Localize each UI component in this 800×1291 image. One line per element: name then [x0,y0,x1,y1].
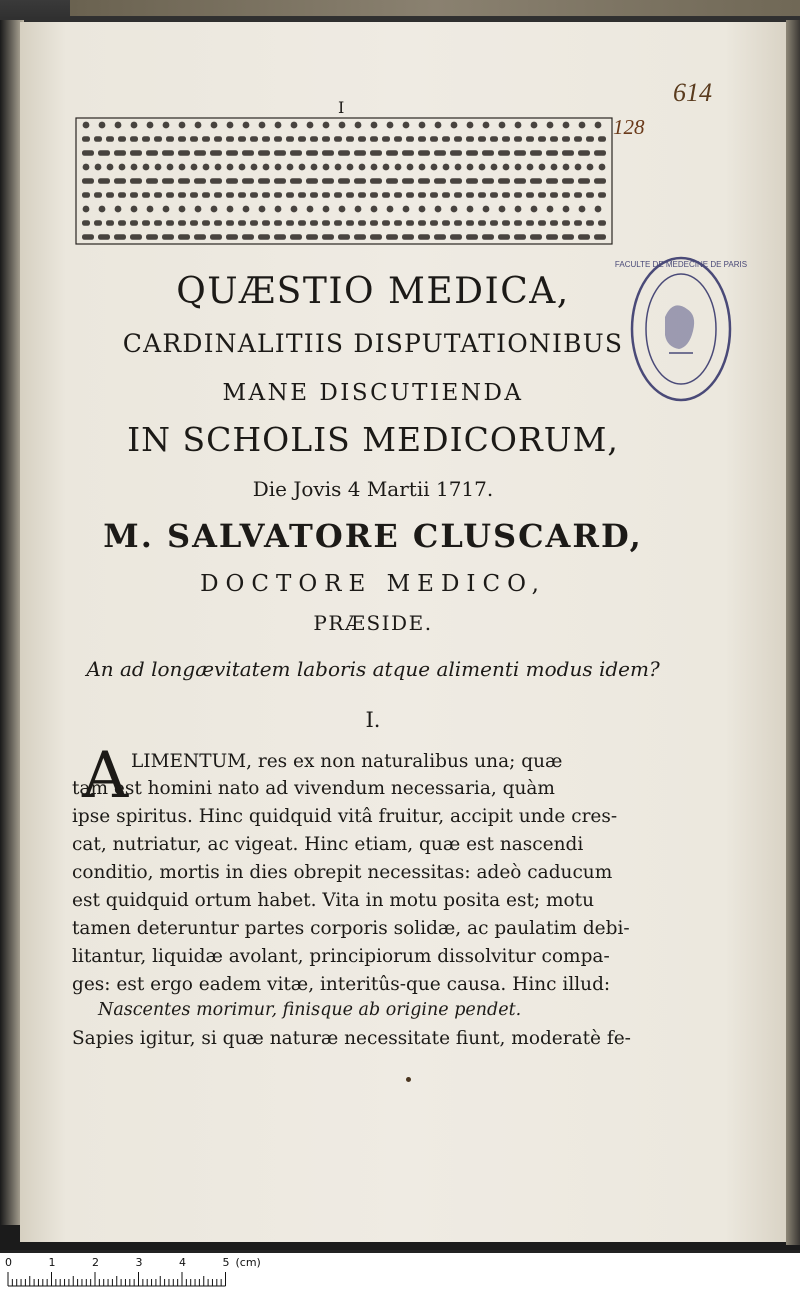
title-line-1: QUÆSTIO MEDICA, [176,271,570,312]
ruler-label: 5 [222,1256,230,1269]
book-cover [70,0,800,16]
page-signature: I [338,98,345,117]
ruler-label: 0 [5,1256,12,1269]
body-line: ges: est ergo eadem vitæ, interitûs-que causa. Hinc illud: [72,974,611,995]
ruler-label: 4 [179,1256,186,1269]
title-line-2: CARDINALITIIS DISPUTATIONIBUS [122,329,624,358]
verse-line: Nascentes morimur, finisque ab origine pendet. [98,1000,522,1020]
ruler-label: 2 [92,1256,99,1269]
date-line: Die Jovis 4 Martii 1717. [252,477,494,501]
praeses-name: M. SALVATORE CLUSCARD, [103,517,643,555]
ruler-label: 3 [135,1256,143,1269]
praeses-title: DOCTORE MEDICO, [200,571,546,597]
body-line: ipse spiritus. Hinc quidquid vitâ fruitur, accipit unde cres- [72,806,618,827]
body-line: tam est homini nato ad vivendum necessaria, quàm [72,778,555,799]
ink-dot [406,1077,411,1082]
thesis-question: An ad longævitatem laboris atque alimenti modus idem? [86,657,660,681]
handwritten-side-number: 128 [613,115,645,139]
body-line: cat, nutriatur, ac vigeat. Hinc etiam, quæ est nascendi [72,834,584,855]
title-line-4: IN SCHOLIS MEDICORUM, [127,420,619,459]
handwritten-page-number: 614 [673,78,712,107]
body-line: litantur, liquidæ avolant, principiorum dissolvitur compa- [72,946,610,967]
stamp-text: FACULTE DE MEDECINE DE PARIS [614,260,748,269]
ornament-band [76,118,612,244]
body-first-line: LIMENTUM, res ex non naturalibus una; quæ [131,751,563,772]
body-line: conditio, mortis in dies obrepit necessitas: adeò caducum [72,862,613,883]
drop-cap: A [82,739,129,813]
measurement-ruler [0,1250,800,1291]
section-number: I. [365,708,381,732]
body-last-line: Sapies igitur, si quæ naturæ necessitate fiunt, moderatè fe- [72,1028,631,1049]
ruler-unit: (cm) [235,1256,261,1269]
title-line-3: MANE DISCUTIENDA [222,380,524,406]
ruler-scale [0,1250,800,1291]
ruler-label: 1 [48,1256,56,1269]
page-edge [786,20,800,1245]
praeses-label: PRÆSIDE. [313,611,433,635]
body-line: tamen deteruntur partes corporis solidæ, ac paulatim debi- [72,918,630,939]
document-page [20,22,786,1242]
body-line: est quidquid ortum habet. Vita in motu posita est; motu [72,890,595,911]
